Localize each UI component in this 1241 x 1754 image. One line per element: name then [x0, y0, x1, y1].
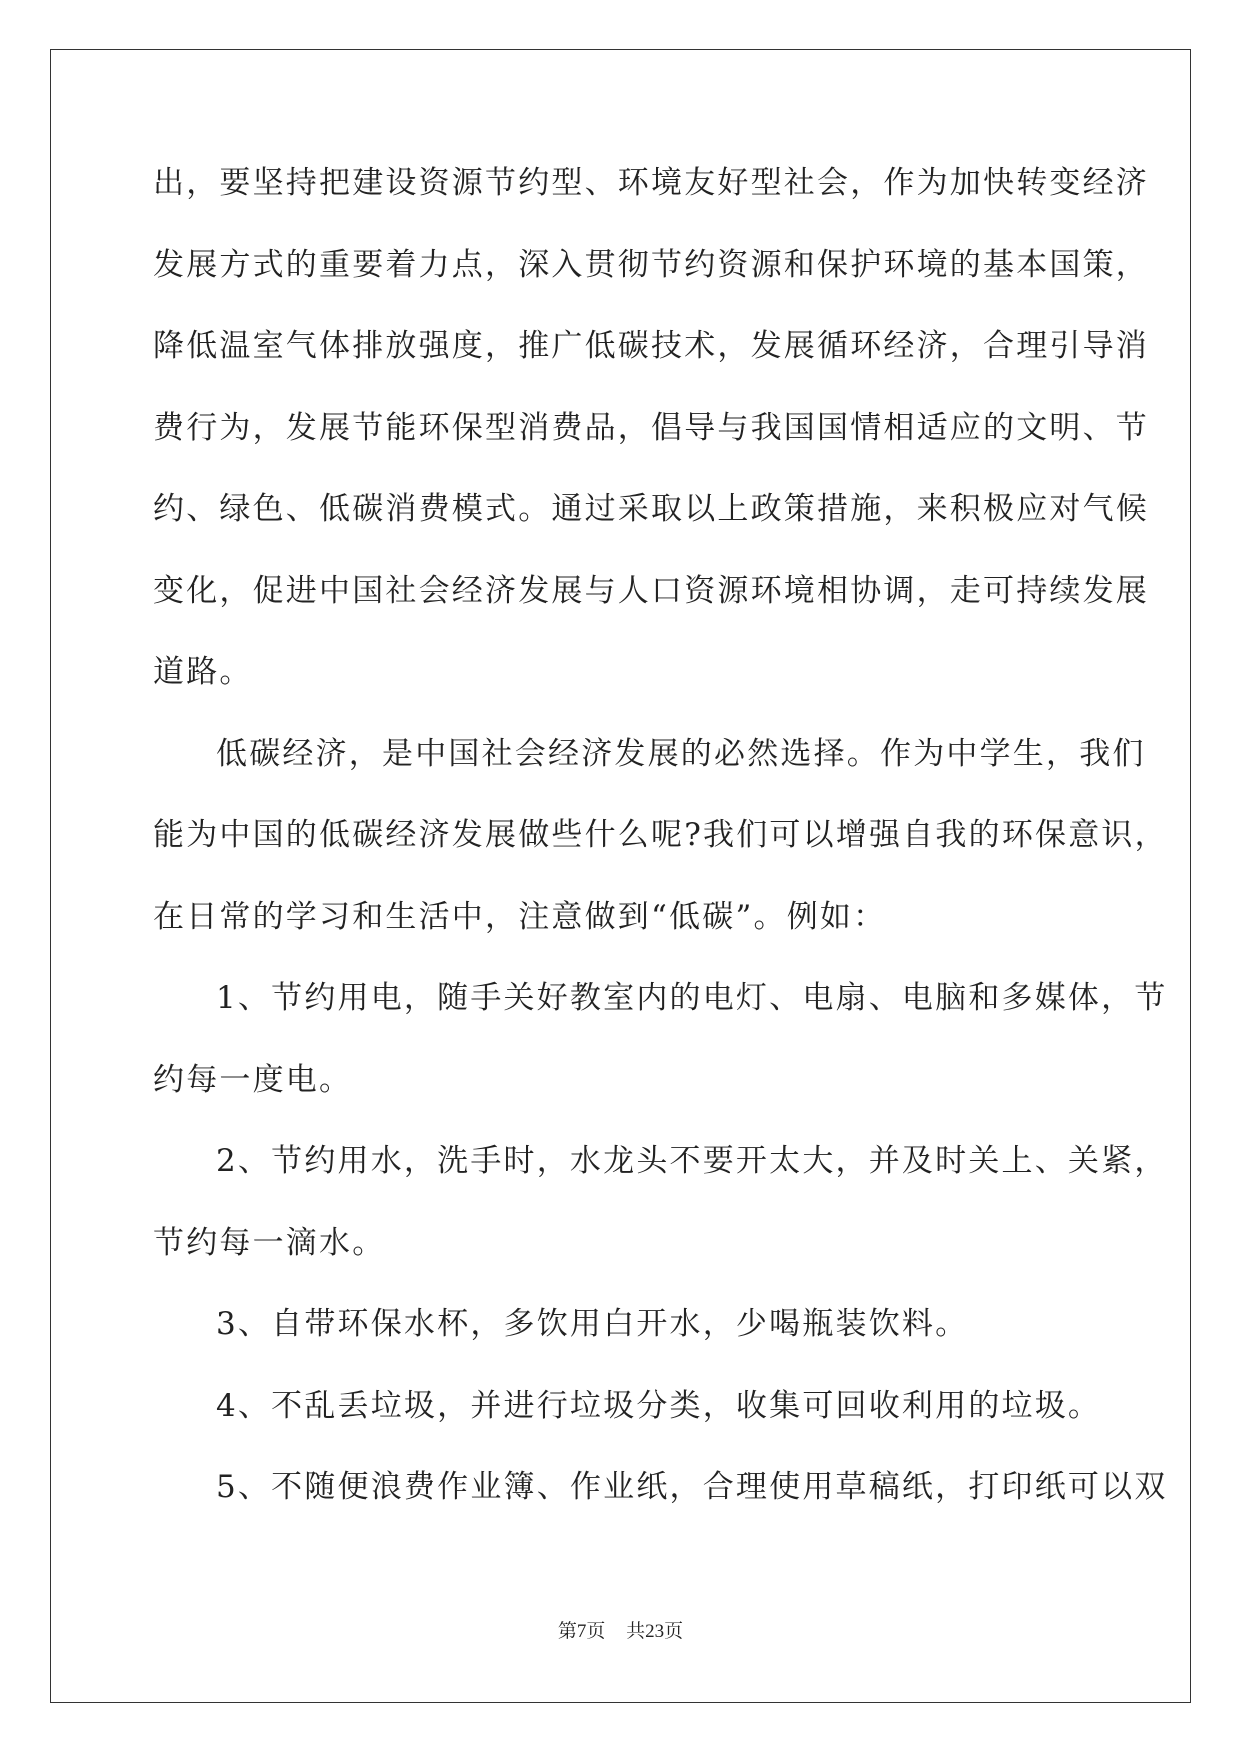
- text-line: 能为中国的低碳经济发展做些什么呢?我们可以增强自我的环保意识，: [153, 817, 1168, 853]
- text-line: 道路。: [153, 654, 253, 690]
- list-item-4: 4、不乱丢垃圾，并进行垃圾分类，收集可回收利用的垃圾。: [216, 1387, 1102, 1424]
- paragraph-start-line: 低碳经济，是中国社会经济发展的必然选择。作为中学生，我们: [216, 735, 1146, 772]
- page-number: 第7页: [557, 1621, 606, 1642]
- text-line: 发展方式的重要着力点，深入贯彻节约资源和保护环境的基本国策，: [153, 246, 1149, 283]
- text-line: 在日常的学习和生活中，注意做到“低碳”。例如：: [153, 898, 887, 935]
- list-item-3: 3、自带环保水杯，多饮用白开水，少喝瓶装饮料。: [216, 1306, 969, 1342]
- list-item-1: 1、节约用电，随手关好教室内的电灯、电扇、电脑和多媒体，节: [216, 980, 1168, 1016]
- list-item-5: 5、不随便浪费作业簿、作业纸，合理使用草稿纸，打印纸可以双: [216, 1469, 1168, 1505]
- text-line: 约、绿色、低碳消费模式。通过采取以上政策措施，来积极应对气候: [153, 491, 1149, 527]
- text-line: 约每一度电。: [153, 1061, 353, 1098]
- text-line: 节约每一滴水。: [153, 1224, 386, 1261]
- list-item-2: 2、节约用水，洗手时，水龙头不要开太大，并及时关上、关紧，: [216, 1143, 1168, 1179]
- text-line: 出，要坚持把建设资源节约型、环境友好型社会，作为加快转变经济: [153, 165, 1149, 201]
- page-total: 共23页: [626, 1621, 684, 1642]
- text-line: 变化，促进中国社会经济发展与人口资源环境相协调，走可持续发展: [153, 572, 1149, 609]
- document-body: [153, 160, 1168, 1546]
- page-footer: [0, 1616, 1241, 1643]
- text-line: 降低温室气体排放强度，推广低碳技术，发展循环经济，合理引导消: [153, 328, 1149, 364]
- text-line: 费行为，发展节能环保型消费品，倡导与我国国情相适应的文明、节: [153, 409, 1149, 446]
